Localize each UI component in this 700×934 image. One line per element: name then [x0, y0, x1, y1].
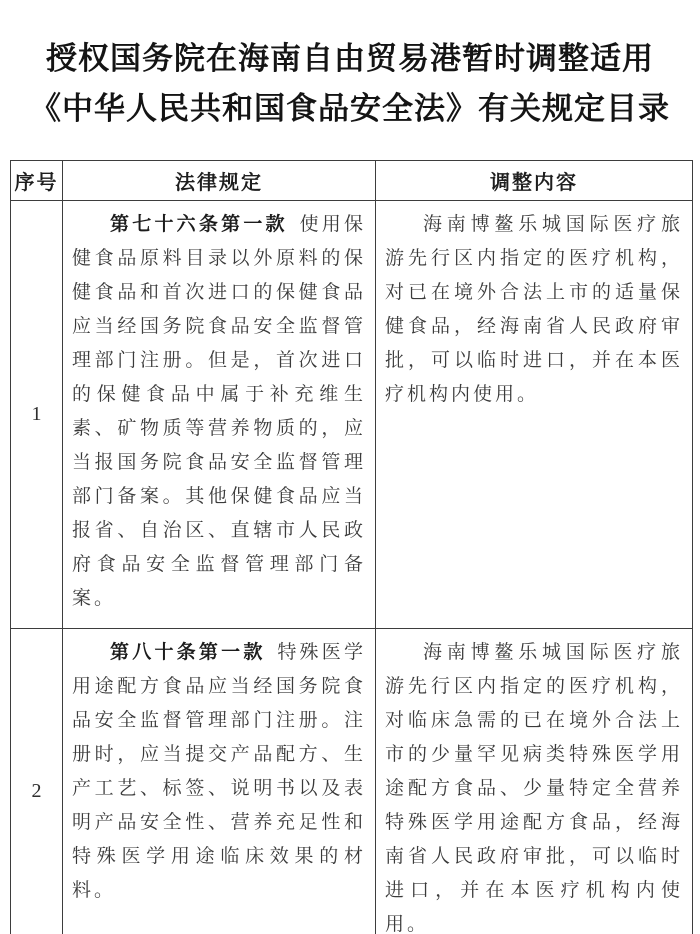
page-title-line-2: 《中华人民共和国食品安全法》有关规定目录: [30, 91, 670, 126]
law-provision-text: 特殊医学用途配方食品应当经国务院食品安全监督管理部门注册。注册时，应当提交产品配方、生产工艺、标签、说明书以及表明产品安全性、营养充足性和特殊医学用途临床效果的材料。: [72, 642, 366, 901]
table-row: [11, 629, 693, 934]
column-header-serial: 序号: [11, 161, 63, 201]
table-row: [11, 201, 693, 629]
page-title-line-1: 授权国务院在海南自由贸易港暂时调整适用: [46, 41, 654, 76]
serial-number: 1: [11, 201, 63, 629]
law-provision-paragraph: [72, 208, 366, 616]
table-header-row: [11, 161, 693, 201]
adjustment-cell: [376, 201, 693, 629]
law-article-number: 第七十六条第一款: [110, 214, 288, 235]
regulation-table: [10, 160, 693, 934]
serial-number: 2: [11, 629, 63, 934]
law-provision-paragraph: [72, 636, 366, 908]
law-provision-text: 使用保健食品原料目录以外原料的保健食品和首次进口的保健食品应当经国务院食品安全监督管理部门注册。但是，首次进口的保健食品中属于补充维生素、矿物质等营养物质的，应当报国务院食品安全监督管理部门备案。其他保健食品应当报省、自治区、直辖市人民政府食品安全监督管理部门备案。: [72, 214, 366, 609]
adjustment-paragraph: 海南博鳌乐城国际医疗旅游先行区内指定的医疗机构，对已在境外合法上市的适量保健食品，经海南省人民政府审批，可以临时进口，并在本医疗机构内使用。: [385, 214, 683, 405]
page-title: [0, 0, 700, 134]
law-article-number: 第八十条第一款: [110, 642, 266, 663]
column-header-adjustment: 调整内容: [376, 161, 693, 201]
adjustment-paragraph: 海南博鳌乐城国际医疗旅游先行区内指定的医疗机构，对临床急需的已在境外合法上市的少量罕见病类特殊医学用途配方食品、少量特定全营养特殊医学用途配方食品，经海南省人民政府审批，可以临时进口，并在本医疗机构内使用。: [385, 642, 683, 934]
law-provision-cell: [63, 629, 376, 934]
column-header-law-provision: 法律规定: [63, 161, 376, 201]
adjustment-cell: [376, 629, 693, 934]
law-provision-cell: [63, 201, 376, 629]
